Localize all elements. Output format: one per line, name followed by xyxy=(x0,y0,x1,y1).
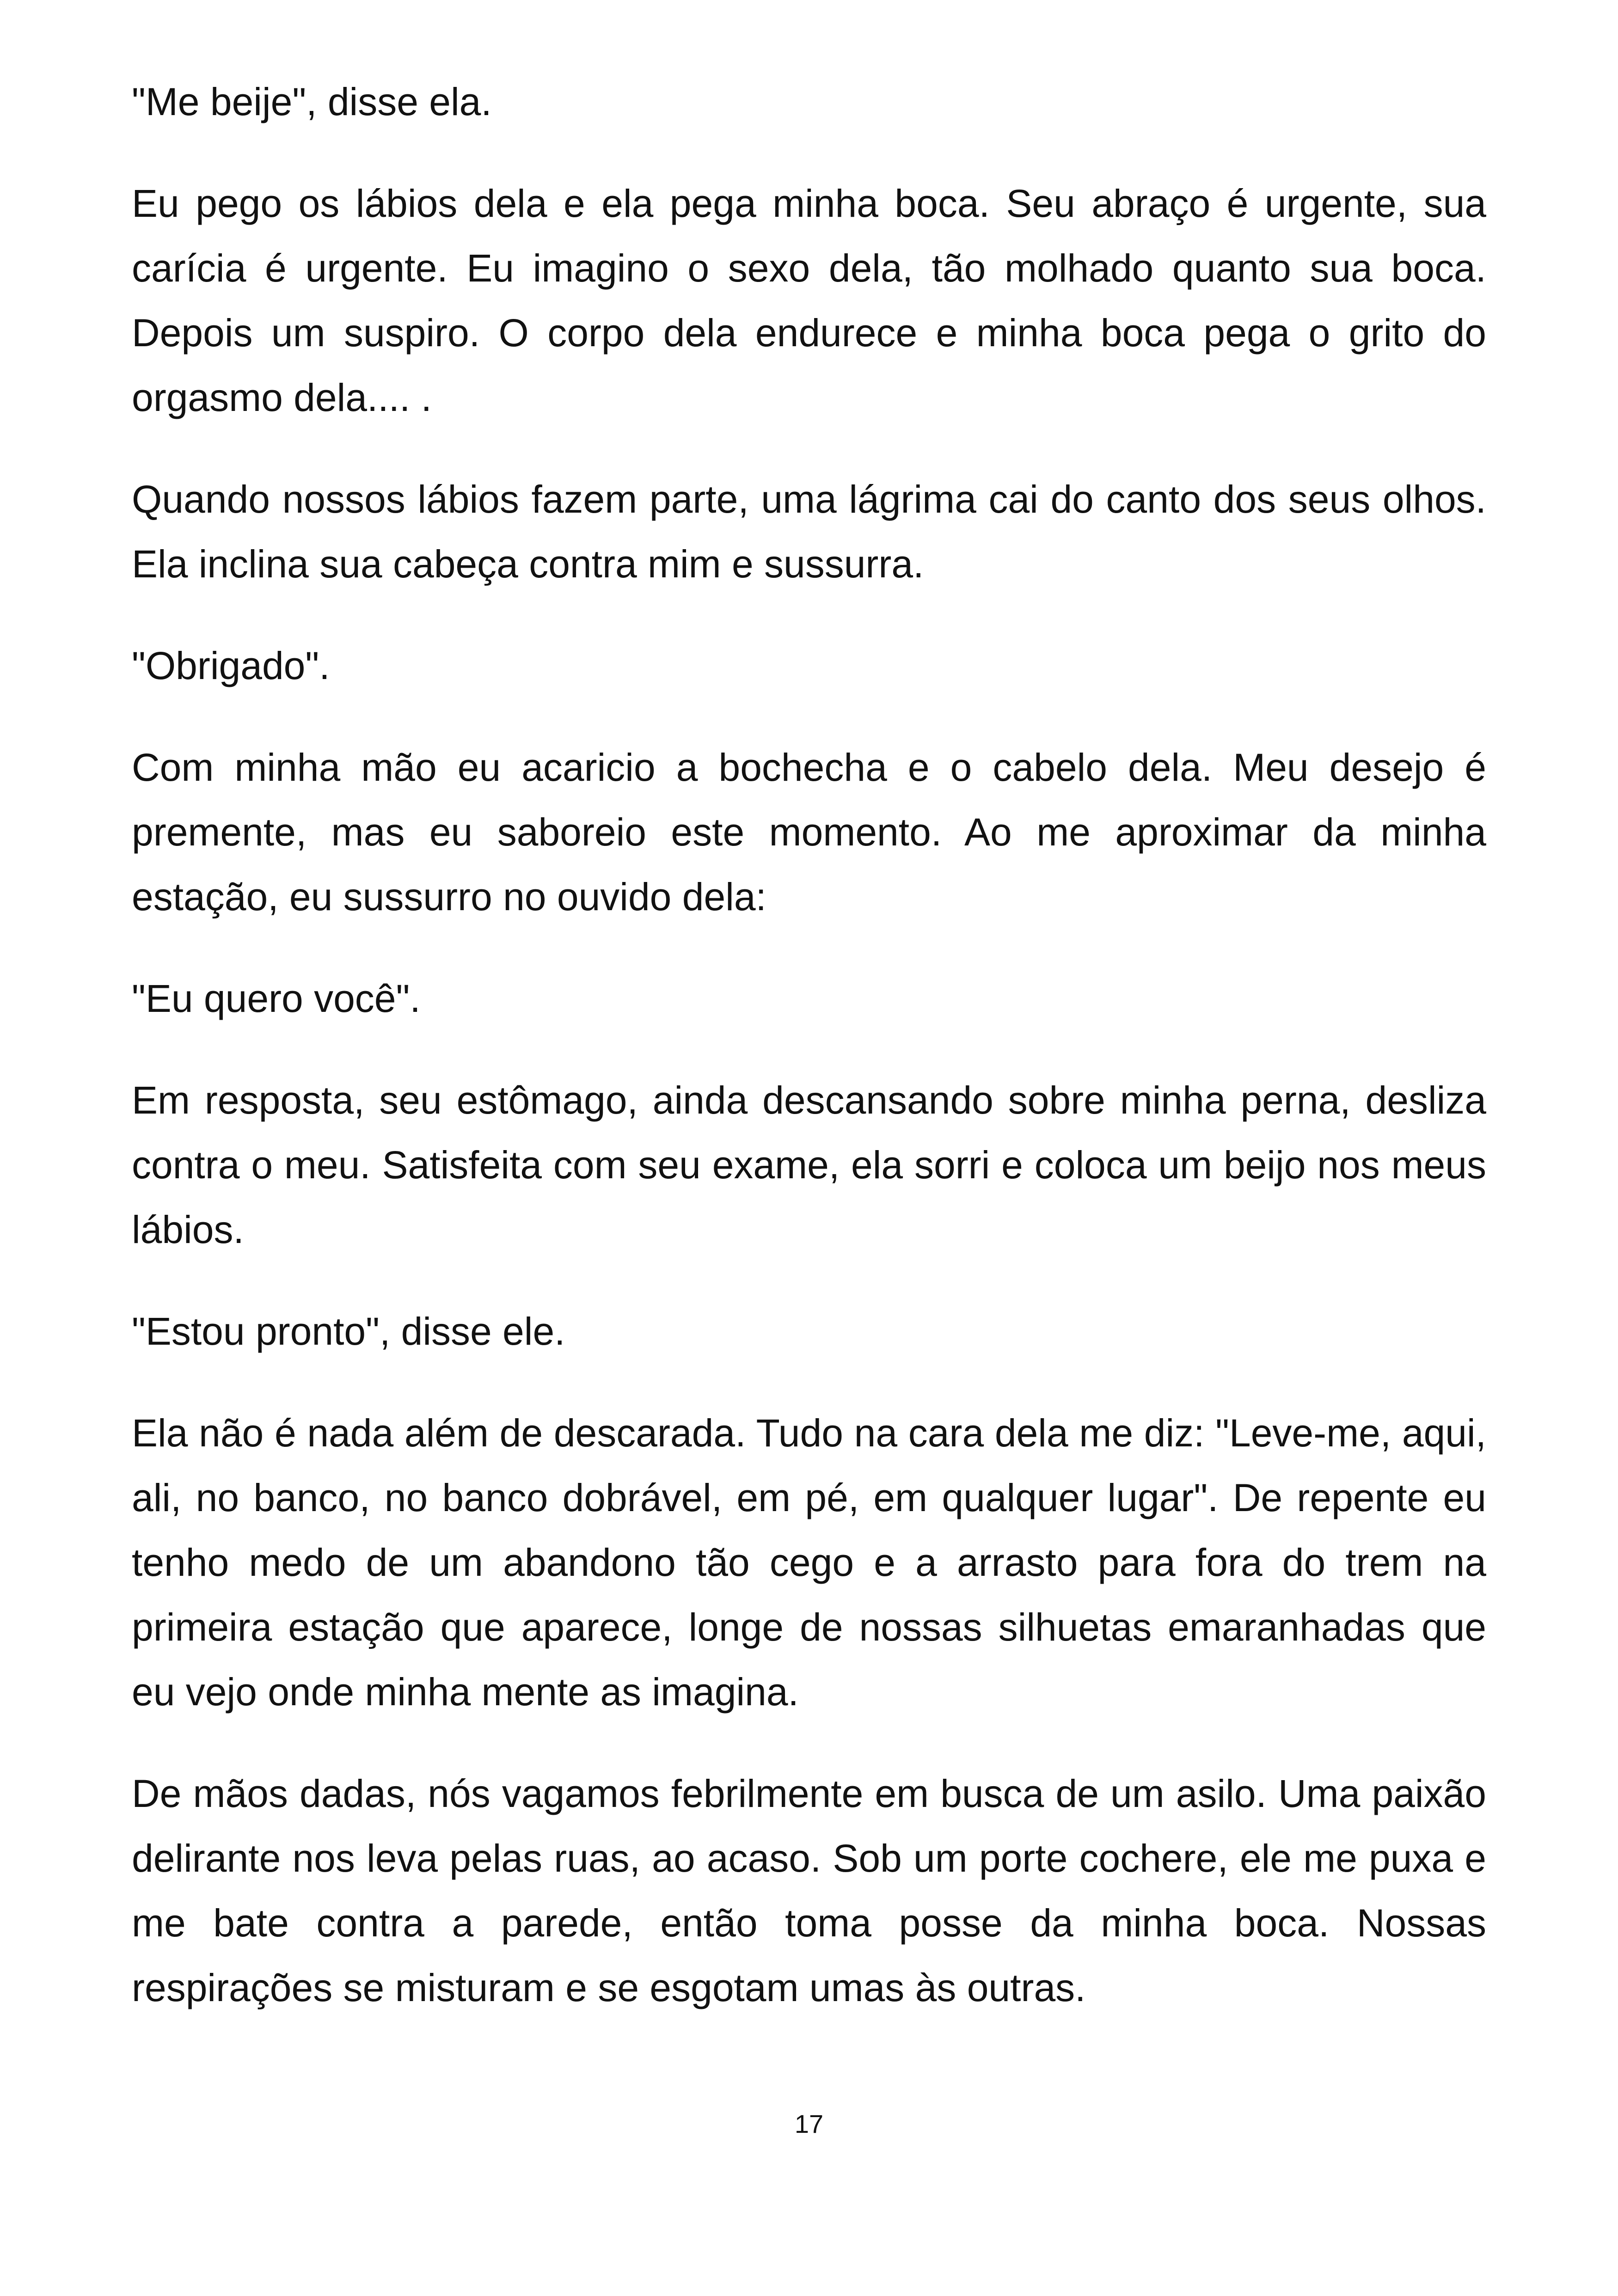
page-number: 17 xyxy=(794,2109,824,2138)
paragraph: "Me beije", disse ela. xyxy=(132,80,492,123)
paragraph: De mãos dadas, nós vagamos febrilmente em busca de um asilo. Uma paixão delirante nos leva pelas ruas, ao acaso. Sob um porte cochere, ele me puxa e me bate contra a parede, então toma posse da minha boca. Nossas respirações se misturam e se esgotam umas às outras. xyxy=(132,1772,1486,2009)
body-text xyxy=(132,69,1486,2057)
paragraph: "Eu quero você". xyxy=(132,977,421,1020)
paragraph: Ela não é nada além de descarada. Tudo na cara dela me diz: "Leve-me, aqui, ali, no banco, no banco dobrável, em pé, em qualquer lugar". De repente eu tenho medo de um abandono tão cego e a arrasto para fora do trem na primeira estação que aparece, longe de nossas silhuetas emaranhadas que eu vejo onde minha mente as imagina. xyxy=(132,1411,1486,1714)
paragraph: Com minha mão eu acaricio a bochecha e o cabelo dela. Meu desejo é premente, mas eu saboreio este momento. Ao me aproximar da minha estação, eu sussurro no ouvido dela: xyxy=(132,746,1486,918)
paragraph: Eu pego os lábios dela e ela pega minha boca. Seu abraço é urgente, sua carícia é urgente. Eu imagino o sexo dela, tão molhado quanto sua boca. Depois um suspiro. O corpo dela endurece e minha boca pega o grito do orgasmo dela.... . xyxy=(132,182,1486,419)
paragraph: "Obrigado". xyxy=(132,644,330,687)
paragraph: "Estou pronto", disse ele. xyxy=(132,1310,565,1353)
paragraph: Quando nossos lábios fazem parte, uma lágrima cai do canto dos seus olhos. Ela inclina sua cabeça contra mim e sussurra. xyxy=(132,478,1486,586)
paragraph: Em resposta, seu estômago, ainda descansando sobre minha perna, desliza contra o meu. Satisfeita com seu exame, ela sorri e coloca um beijo nos meus lábios. xyxy=(132,1078,1486,1251)
